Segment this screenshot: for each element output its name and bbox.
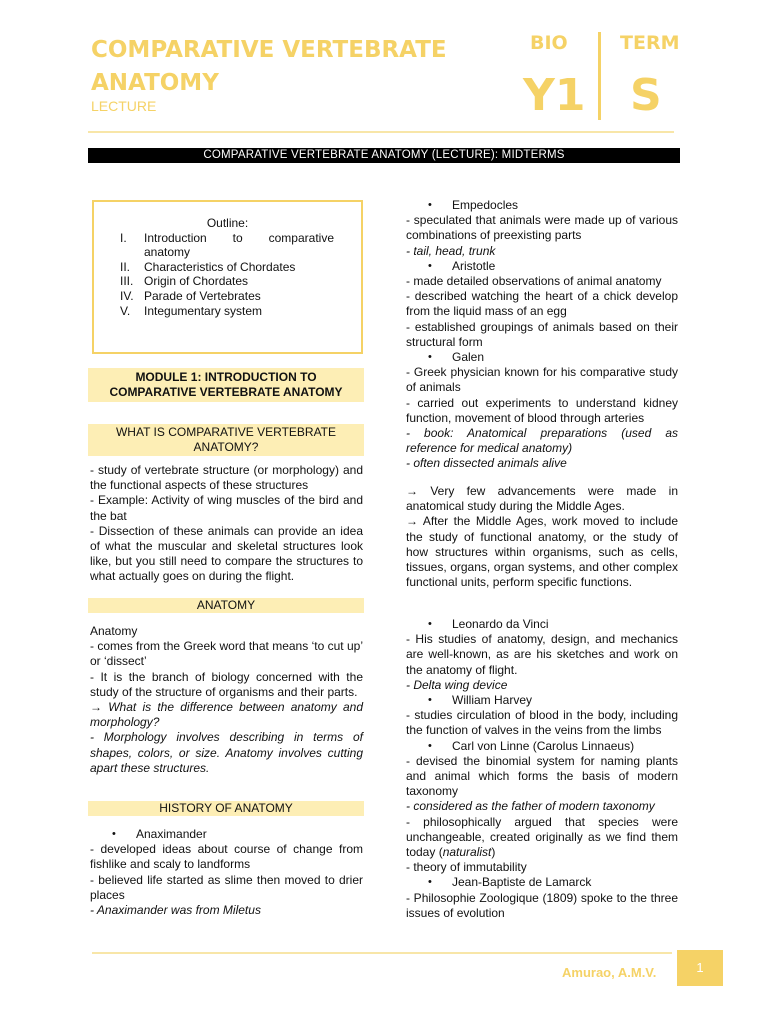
footer-rule [92, 952, 672, 954]
term-value: S [630, 70, 662, 121]
anaximander-block: • Anaximander - developed ideas about course of change from fishlike and scaly to landforms - believed life started as slime then moved to drier places - Anaximander was from Miletus [90, 827, 363, 918]
footer-author: Amurao, A.M.V. [562, 965, 657, 980]
header-divider [598, 32, 601, 120]
outline-heading: Outline: [206, 216, 249, 230]
header-rule [88, 131, 674, 133]
midterms-banner: COMPARATIVE VERTEBRATE ANATOMY (LECTURE): MIDTERMS [88, 148, 680, 163]
subject-value: Y1 [523, 70, 586, 121]
davinci-name: • Leonardo da Vinci [406, 617, 678, 632]
middle-ages-block: → Very few advancements were made in anatomical study during the Middle Ages. → After the Middle Ages, work moved to include the study of functional anatomy, or the study of how structures within organisms, such as cells, tissues, organs, organ systems, and other complex functional units, perform specific functions. [406, 484, 678, 590]
outline-box [92, 200, 363, 354]
outline-item: II. Characteristics of Chordates [120, 259, 296, 274]
what-body: - study of vertebrate structure (or morphology) and the functional aspects of these structures - Example: Activity of wing muscles of the bird and the bat - Dissection of these animals can provide an idea of what the muscular and skeletal structures look like, but you still need to compare the structures to what actually goes on during the flight. [90, 463, 363, 584]
section-heading-anatomy: ANATOMY [88, 598, 364, 613]
document-subtitle: LECTURE [91, 98, 157, 114]
anaximander-name: • Anaximander [90, 827, 363, 842]
page-number: 1 [677, 950, 723, 986]
outline-item: V. Integumentary system [120, 303, 263, 318]
outline-item: III. Origin of Chordates [120, 274, 249, 289]
term-label: TERM [620, 32, 680, 54]
galen-name: • Galen [406, 350, 678, 365]
right-column-lower: • Leonardo da Vinci - His studies of anatomy, design, and mechanics are well-known, as are his sketches and work on the anatomy of flight. - Delta wing device • William Harvey - studies circulation of blood in the body, including the function of valves in the veins from the limbs • Carl von Linne (Carolus Linnaeus) - devised the binomial system for naming plants and animal which forms the basis of modern taxonomy - considered as the father of modern taxonomy - philosophically argued that species were unchangeable, created originally as we find them today (naturalist) - theory of immutability • Jean-Baptiste de Lamarck - Philosophie Zoologique (1809) spoke to the three issues of evolution [406, 617, 678, 921]
subject-label: BIO [530, 32, 568, 54]
section-heading-history: HISTORY OF ANATOMY [88, 801, 364, 816]
aristotle-name: • Aristotle [406, 259, 678, 274]
anatomy-body: Anatomy - comes from the Greek word that means ‘to cut up’ or ‘dissect’ - It is the branch of biology concerned with the study of the structure of organisms and their parts. → What is the difference between anatomy and morphology? - Morphology involves describing in terms of shapes, colors, or size. Anatomy involves cutting apart these structures. [90, 624, 363, 775]
lamarck-name: • Jean-Baptiste de Lamarck [406, 875, 678, 890]
empedocles-name: • Empedocles [406, 198, 678, 213]
document-title: COMPARATIVE VERTEBRATE ANATOMY [91, 37, 447, 96]
right-column-upper: • Empedocles - speculated that animals were made up of various combinations of preexisting parts - tail, head, trunk • Aristotle - made detailed observations of animal anatomy - described watching the heart of a chick develop from the liquid mass of an egg - established groupings of animals based on their structural form • Galen - Greek physician known for his comparative study of animals - carried out experiments to understand kidney function, movement of blood through arteries - book: Anatomical preparations (used as reference for medical anatomy) - often dissected animals alive [406, 198, 678, 472]
module-title: MODULE 1: INTRODUCTION TO COMPARATIVE VERTEBRATE ANATOMY [88, 368, 364, 402]
linne-name: • Carl von Linne (Carolus Linnaeus) [406, 739, 678, 754]
outline-item: I. Introduction to comparative anatomy [120, 230, 334, 260]
harvey-name: • William Harvey [406, 693, 678, 708]
outline-item: IV. Parade of Vertebrates [120, 288, 261, 303]
section-heading-what: WHAT IS COMPARATIVE VERTEBRATE ANATOMY? [88, 424, 364, 456]
